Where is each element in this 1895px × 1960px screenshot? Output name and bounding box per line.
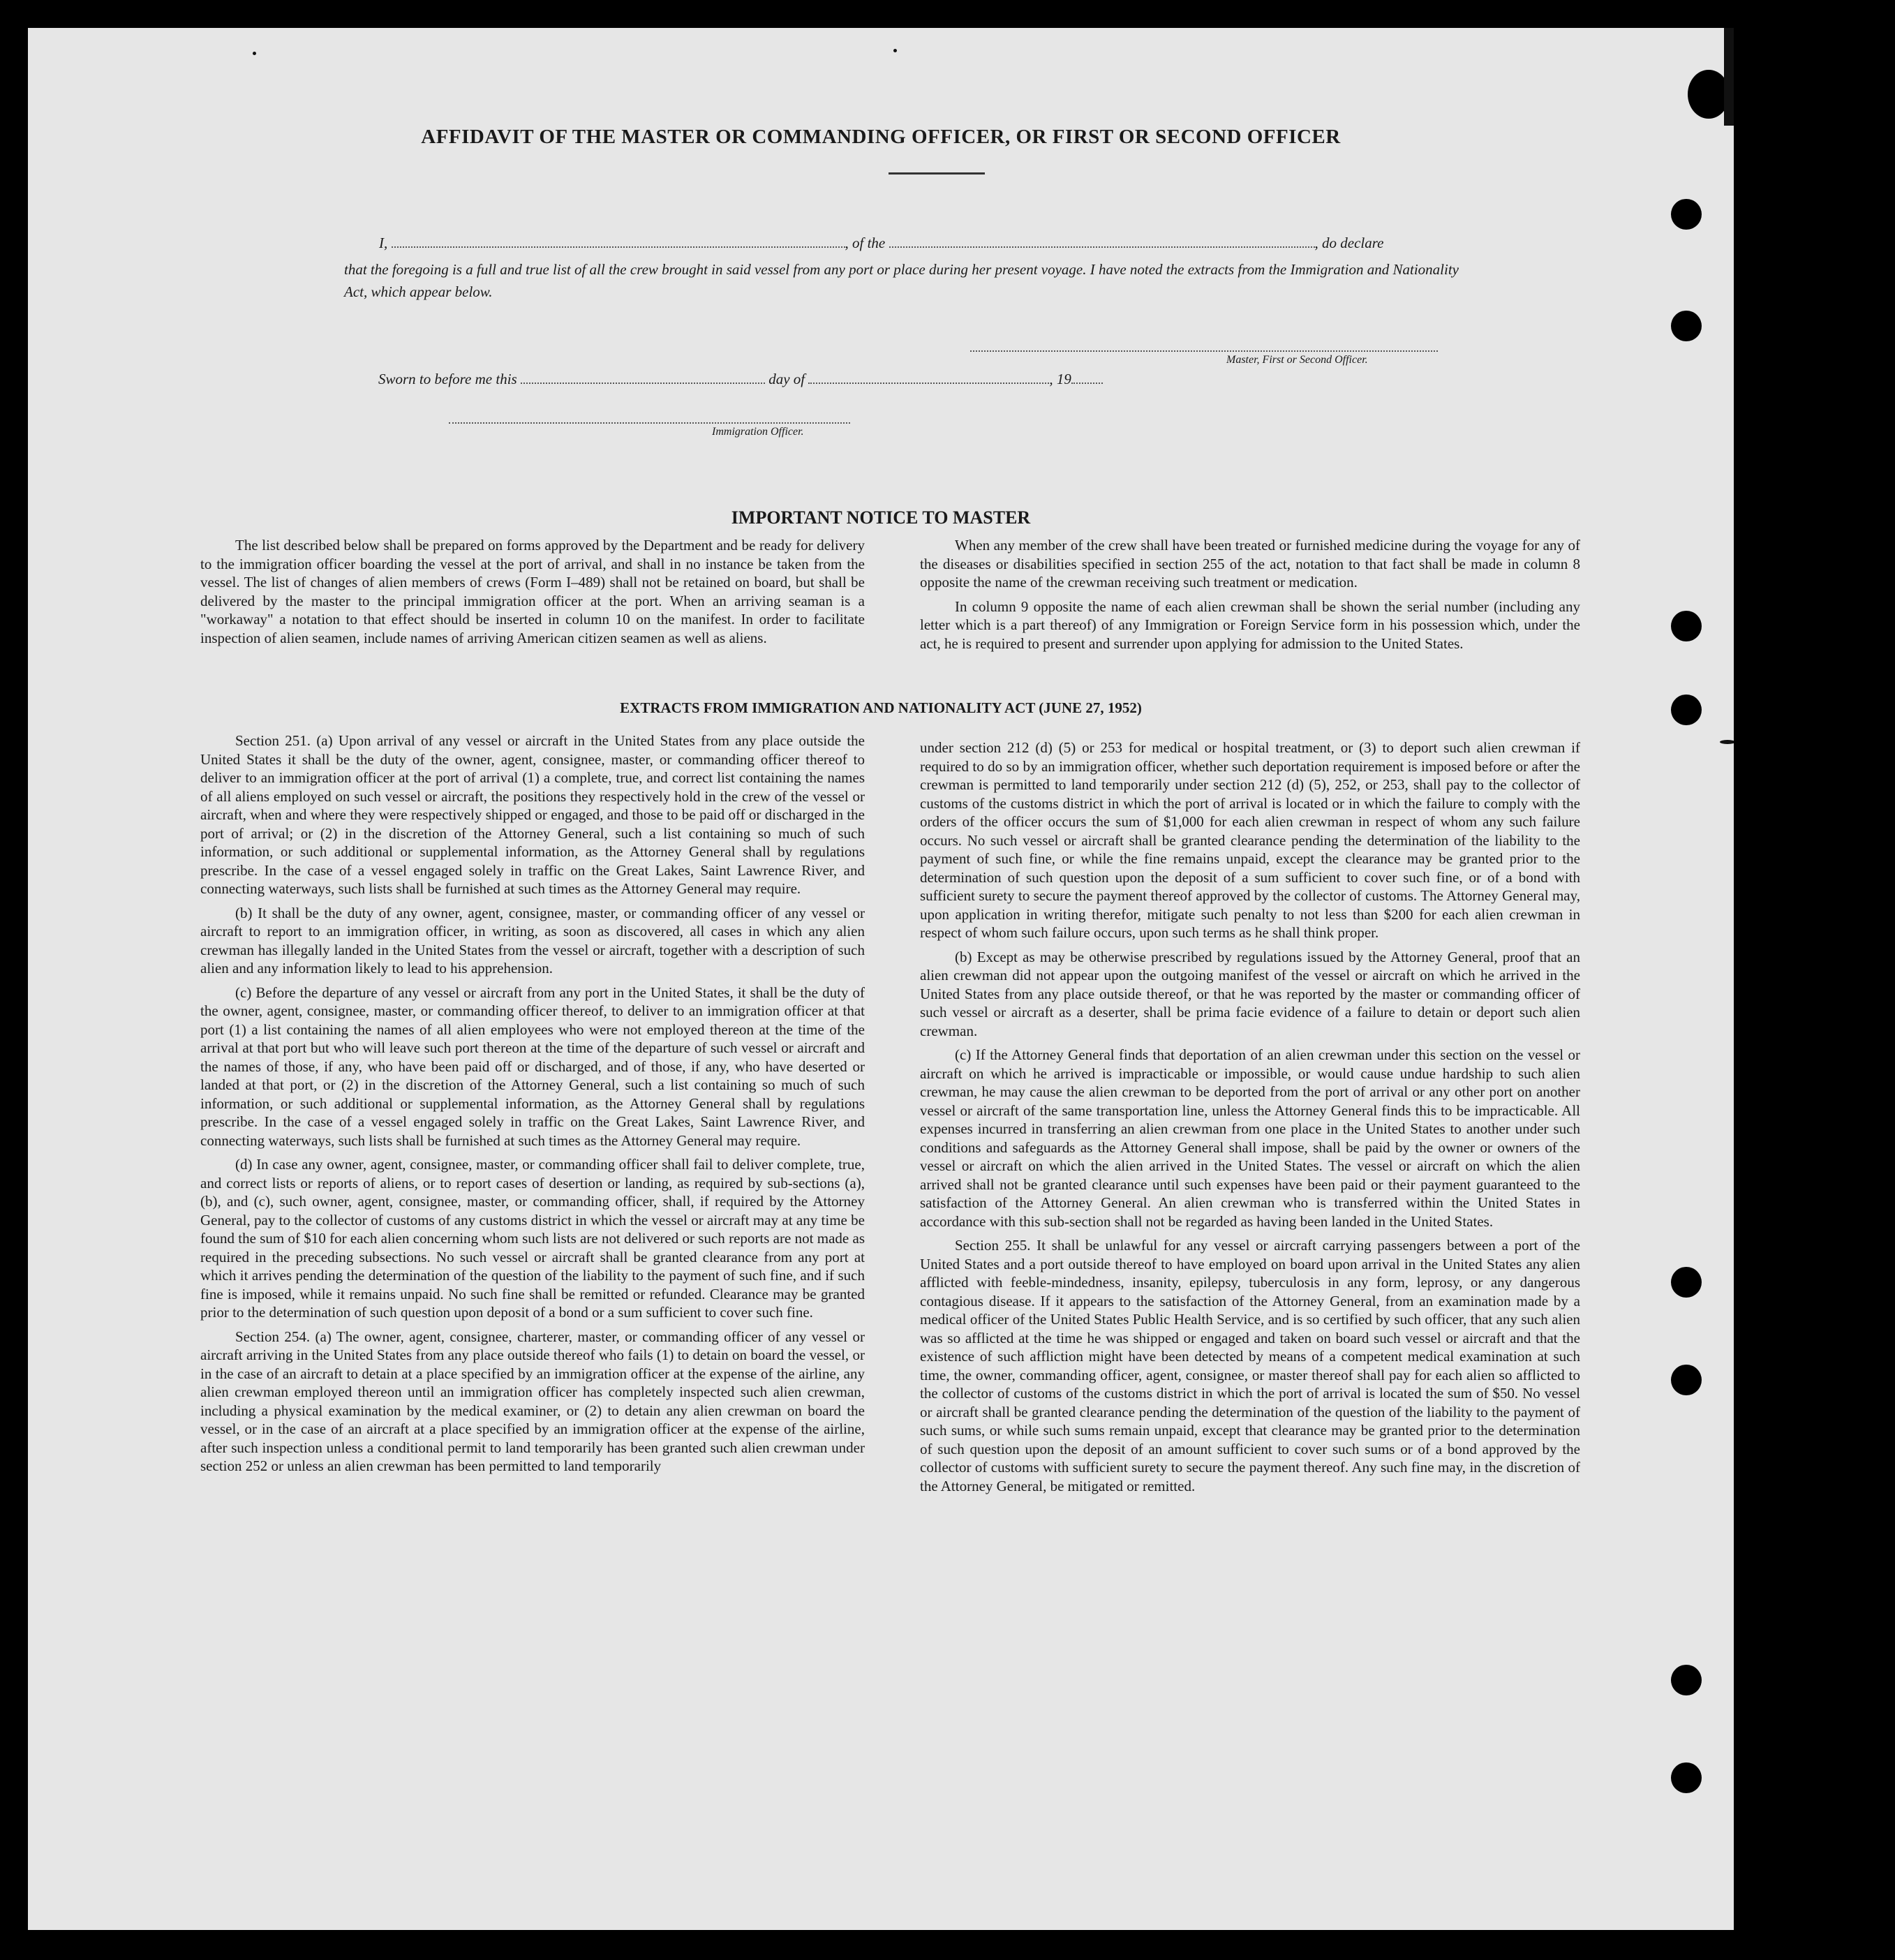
name-field[interactable] — [392, 234, 845, 248]
master-signature-line[interactable] — [970, 350, 1438, 352]
officer-signature-caption: Immigration Officer. — [712, 426, 804, 438]
torn-corner — [1688, 70, 1730, 119]
punch-hole — [1671, 695, 1702, 725]
act-paragraph: (d) In case any owner, agent, consignee, master, or commanding officer shall fail to deliver complete, true, and correct lists or reports of aliens, or to report cases of desertion or landing, as required by sub-sections (a), (b), and (c), such owner, agent, consignee, master, or commanding officer, shall, if required by the Attorney General, pay to the collector of customs of any customs district in which the vessel or aircraft may at any time be found the sum of $10 for each alien concerning whom such lists are not delivered or such reports are not made as required in the preceding subsections. No such vessel or aircraft shall be granted clearance from any port at which it arrives pending the determination of the question of the liability to the payment of such fine, and if such fine is imposed, while it remains unpaid. No such fine shall be remitted or refunded. Clearance may be granted prior to the determination of such question upon deposit of a bond or a sum sufficient to cover such fine. — [200, 1156, 865, 1321]
punch-hole — [1671, 311, 1702, 341]
notice-right-column — [920, 536, 1580, 658]
sworn-day-field[interactable] — [521, 370, 765, 384]
punch-hole — [1671, 611, 1702, 641]
notice-paragraph: When any member of the crew shall have been treated or furnished medicine during the voyage for any of the diseases or disabilities specified in section 255 of the act, notation to that fact shall be made in column 8 opposite the name of the crewman receiving such treatment or medication. — [920, 537, 1580, 591]
act-paragraph: under section 212 (d) (5) or 253 for medical or hospital treatment, or (3) to deport such alien crewman if required to do so by an immigration officer, whether such deportation requirement is imposed before or after the crewman is permitted to land temporarily under section 212 (d) (5), 252, or 253, shall pay to the collector of customs of the customs district in which the port of arrival is located or in which the failure to comply with the orders of the officer occurs the sum of $1,000 for each alien crewman in respect of whom any such failure occurs. No such vessel or aircraft shall be granted clearance pending the determination of the liability to the payment of such fine, or while the fine remains unpaid, except the clearance may be granted prior to the determination of such question upon the deposit of a sum sufficient to cover such fine, or of a bond with sufficient surety to secure the payment thereof approved by the collector of customs. The Attorney General may, upon application in writing therefor, mitigate such penalty to not less than $200 for each alien crewman in respect of whom such failure occurs, upon such terms as he shall think proper. — [920, 739, 1580, 941]
page-edge — [1724, 28, 1734, 126]
declaration-line — [379, 234, 1383, 252]
speck — [253, 52, 256, 55]
year-label: , 19 — [1049, 371, 1071, 387]
document-page — [28, 28, 1734, 1930]
notice-title: IMPORTANT NOTICE TO MASTER — [731, 507, 1031, 528]
do-declare-label: , do declare — [1314, 235, 1384, 251]
extracts-left-column — [200, 732, 865, 1481]
notice-paragraph: In column 9 opposite the name of each alien crewman shall be shown the serial number (including any letter which is a part thereof) of any Immigration or Foreign Service form in his possession which, under the act, he is required to present and surrender upon applying for admission to the United States. — [920, 597, 1580, 652]
punch-hole — [1671, 1665, 1702, 1695]
speck — [1720, 740, 1734, 744]
act-paragraph: Section 251. (a) Upon arrival of any vessel or aircraft in the United States from any place outside the United States it shall be the duty of the owner, agent, consignee, master, or commanding officer thereof to deliver to an immigration officer at the port of arrival (1) a complete, true, and correct list containing the names of all aliens employed on such vessel or aircraft, the positions they respectively hold in the crew of the vessel or aircraft, when and where they were respectively shipped or engaged, and those to be paid off or discharged in the port of arrival; or (2) in the discretion of the Attorney General, such a list containing so much of such information, or such additional or supplemental information, as the Attorney General shall by regulations prescribe. In the case of a vessel engaged solely in traffic on the Great Lakes, Saint Lawrence River, and connecting waterways, such lists shall be furnished at such times as the Attorney General may require. — [200, 732, 865, 897]
extracts-right-column — [920, 738, 1580, 1501]
declaration-text: that the foregoing is a full and true list of all the crew brought in said vessel from any port or place during her present voyage. I have noted the extracts from the Immigration and Nationality Act, which appear below. — [344, 261, 1459, 300]
notice-paragraph: The list described below shall be prepared on forms approved by the Department and be ready for delivery to the immigration officer boarding the vessel at the port of arrival, and shall in no instance be taken from the vessel. The list of changes of alien members of crews (Form I–489) shall not be retained on board, but shall be delivered by the master to the principal immigration officer at the port. When an arriving seaman is a "workaway" a notation to that effect should be inserted in column 10 on the manifest. In order to facilitate inspection of alien seamen, include names of arriving American citizen seamen as well as aliens. — [200, 537, 865, 646]
master-signature-caption: Master, First or Second Officer. — [1226, 354, 1368, 366]
act-paragraph: (b) It shall be the duty of any owner, agent, consignee, master, or commanding officer of any vessel or aircraft to report to an immigration officer, in writing, as soon as discovered, all cases in which any alien crewman has illegally landed in the United States from the vessel or aircraft, together with a description of such alien and any information likely to lead to his apprehension. — [200, 904, 865, 977]
sworn-month-field[interactable] — [808, 370, 1049, 384]
sworn-label: Sworn to before me this — [378, 371, 517, 387]
punch-hole — [1671, 1267, 1702, 1298]
speck — [893, 49, 897, 52]
day-of-label: day of — [768, 371, 805, 387]
extracts-title: EXTRACTS FROM IMMIGRATION AND NATIONALITY ACT (JUNE 27, 1952) — [620, 699, 1142, 716]
punch-hole — [1671, 199, 1702, 230]
sworn-line — [378, 370, 1103, 388]
act-paragraph: (c) If the Attorney General finds that deportation of an alien crewman under this section on the vessel or aircraft on which he arrived is impracticable or impossible, or would cause undue hardship to such alien crewman, he may cause the alien crewman to be deported from the port of arrival or any other port on another vessel or aircraft of the same transportation line, unless the Attorney General finds this to be impracticable. All expenses incurred in transferring an alien crewman from one place in the United States to another under such conditions and safeguards as the Attorney General shall impose, shall be paid by the owner or owners of the vessel or aircraft on which the alien arrived in the United States. The vessel or aircraft on which the alien arrived shall not be granted clearance until such expenses have been paid or their payment guaranteed to the satisfaction of the Attorney General. An alien crewman who is transferred within the United States in accordance with this sub-section shall not be regarded as having been landed in the United States. — [920, 1046, 1580, 1230]
act-paragraph: Section 254. (a) The owner, agent, consignee, charterer, master, or commanding officer of any vessel or aircraft arriving in the United States from any place outside thereof who fails (1) to detain on board the vessel, or in the case of an aircraft to detain at a place specified by an immigration officer at the expense of the airline, any alien crewman employed thereon until an immigration officer has completely inspected such alien crewman, including a physical examination by the medical examiner, or (2) to detain any alien crewman on board the vessel, or in the case of an aircraft at a place specified by an immigration officer at the expense of the airline, after such inspection unless a conditional permit to land temporarily has been granted such alien crewman under section 252 or unless an alien crewman has been permitted to land temporarily — [200, 1328, 865, 1474]
sworn-year-field[interactable] — [1071, 370, 1103, 384]
act-paragraph: (b) Except as may be otherwise prescribed by regulations issued by the Attorney General, proof that an alien crewman did not appear upon the outgoing manifest of the vessel or aircraft on which he arrived in the United States from any place outside thereof, or that he was reported by the master or commanding officer of such vessel or aircraft as a deserter, shall be prima facie evidence of a failure to detain or deport such alien crewman. — [920, 948, 1580, 1039]
officer-signature-line[interactable] — [449, 422, 850, 424]
act-paragraph: (c) Before the departure of any vessel or aircraft from any port in the United States, it shall be the duty of the owner, agent, consignee, master, or commanding officer thereof, to deliver to an immigration officer at that port (1) a list containing the names of all alien employees who were not employed thereon at the time of the arrival at that port but who will leave such port thereon at the time of the departure of such vessel or aircraft and the names of those, if any, who have been paid off or discharged, and of those, if any, who have deserted or landed at that port, or (2) in the discretion of the Attorney General, such a list containing so much of such information, or such additional or supplemental information, as the Attorney General shall by regulations prescribe. In the case of a vessel engaged solely in traffic on the Great Lakes, Saint Lawrence River, and connecting waterways, such lists shall be furnished at such times as the Attorney General may require. — [200, 983, 865, 1149]
i-label: I, — [379, 235, 388, 251]
vessel-field[interactable] — [889, 234, 1315, 248]
notice-left-column — [200, 536, 865, 653]
of-the-label: , of the — [845, 235, 886, 251]
title-underline — [889, 172, 985, 175]
punch-hole — [1671, 1762, 1702, 1793]
act-paragraph: Section 255. It shall be unlawful for any vessel or aircraft carrying passengers between a port of the United States and a port outside thereof to have employed on board upon arrival in the United States any alien afflicted with feeble-mindedness, insanity, epilepsy, tuberculosis in any form, leprosy, or any dangerous contagious disease. If it appears to the satisfaction of the Attorney General, from an examination made by a medical officer of the United States Public Health Service, and is so certified by such officer, that any such alien was so afflicted at the time he was shipped or engaged and taken on board such vessel or aircraft and that the existence of such affliction might have been detected by means of a competent medical examination at such time, the owner, commanding officer, agent, consignee, or master thereof shall pay for each alien so afflicted to the collector of customs of the customs district in which the port of arrival is located the sum of $50. No vessel or aircraft shall be granted clearance pending the determination of the question of the liability to the payment of such sums, or while such sums remain unpaid, except that clearance may be granted prior to the determination of such question upon the deposit of an amount sufficient to cover such sums or of a bond approved by the collector of customs with sufficient surety to secure the payment thereof. Any such fine may, in the discretion of the Attorney General, be mitigated or remitted. — [920, 1237, 1580, 1494]
punch-hole — [1671, 1365, 1702, 1395]
affidavit-title: AFFIDAVIT OF THE MASTER OR COMMANDING OFFICER, OR FIRST OR SECOND OFFICER — [421, 126, 1341, 148]
